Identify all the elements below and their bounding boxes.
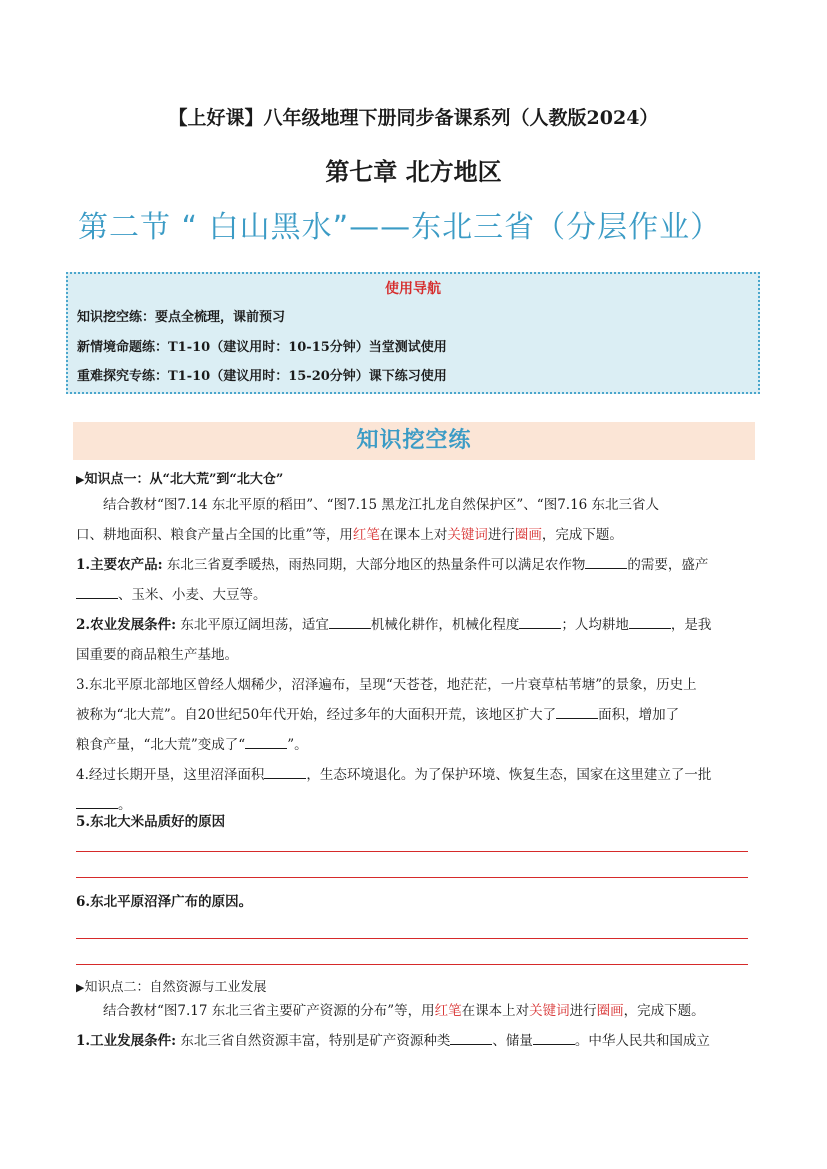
kp1-intro-line-a: 结合教材“图7.14 东北平原的稻田”、“图7.15 黑龙江扎龙自然保护区”、“图7.16 东北三省人 xyxy=(103,497,660,513)
answer-blank[interactable] xyxy=(76,794,118,809)
answer-blank[interactable] xyxy=(629,614,671,629)
knowledge-point-2-title: 知识点二：自然资源与工业发展 xyxy=(84,980,267,995)
knowledge-point-1-body xyxy=(76,490,756,820)
kp1-question-6: 6.东北平原沼泽广布的原因。 xyxy=(76,894,253,910)
guide-line-new-context: 新情境命题练：T1-10（建议用时：10-15分钟）当堂测试使用 xyxy=(77,340,447,355)
answer-line[interactable] xyxy=(76,851,748,852)
keywords-text: 关键词 xyxy=(447,527,488,543)
kp1-question-4: 4.经过长期开垦，这里沼泽面积 ，生态环境退化。为了保护环境、恢复生态，国家在这里建立了一批 xyxy=(76,760,756,790)
knowledge-point-2-heading xyxy=(76,976,266,995)
kp1-question-1: 1.主要农产品: 东北三省夏季暖热，雨热同期，大部分地区的热量条件可以满足农作物 的需要，盛产 xyxy=(76,550,756,580)
banner-label: 知识挖空练 xyxy=(356,428,472,453)
answer-blank[interactable] xyxy=(329,614,371,629)
circle-text: 圈画 xyxy=(596,1003,624,1019)
usage-guide-box xyxy=(66,272,760,394)
red-pen-text: 红笔 xyxy=(434,1003,462,1019)
circle-text: 圈画 xyxy=(514,527,542,543)
kp1-question-3-cont: 被称为“北大荒”。自20世纪50年代开始，经过多年的大面积开荒，该地区扩大了 面积，增加了 xyxy=(76,700,756,730)
section-title: 第二节 “ 白山黑水”——东北三省（分层作业） xyxy=(78,210,722,245)
answer-line[interactable] xyxy=(76,877,748,878)
red-pen-text: 红笔 xyxy=(352,527,380,543)
kp1-question-2-cont: 国重要的商品粮生产基地。 xyxy=(76,647,238,663)
kp2-question-1: 1.工业发展条件: 东北三省自然资源丰富，特别是矿产资源种类 、储量 。中华人民共和国成立 xyxy=(76,1026,756,1056)
kp1-intro-line-b: 口、耕地面积、粮食产量占全国的比重”等，用红笔在课本上对关键词进行圈画，完成下题。 xyxy=(76,527,623,543)
answer-line[interactable] xyxy=(76,938,748,939)
guide-line-key-difficult: 重难探究专练：T1-10（建议用时：15-20分钟）课下练习使用 xyxy=(77,369,447,384)
knowledge-point-1-title: 知识点一：从“北大荒”到“北大仓” xyxy=(84,472,284,487)
chapter-title: 第七章 北方地区 xyxy=(325,158,502,186)
knowledge-point-2-body xyxy=(76,996,756,1056)
usage-guide-title: 使用导航 xyxy=(385,281,441,297)
kp1-question-3: 3.东北平原北部地区曾经人烟稀少，沼泽遍布，呈现“天苍苍，地茫茫，一片衰草枯苇塘”的景象，历史上 xyxy=(76,677,697,693)
guide-line-knowledge: 知识挖空练：要点全梳理，课前预习 xyxy=(77,310,286,325)
knowledge-point-1-heading xyxy=(76,468,283,487)
answer-blank[interactable] xyxy=(585,554,627,569)
kp1-question-4-cont: 。 xyxy=(76,790,756,820)
series-title: 【上好课】八年级地理下册同步备课系列（人教版2024） xyxy=(168,107,659,129)
answer-blank[interactable] xyxy=(264,764,306,779)
keywords-text: 关键词 xyxy=(529,1003,570,1019)
triangle-marker-icon: ▶ xyxy=(76,981,85,994)
kp1-question-3-cont2: 粮食产量，“北大荒”变成了“ ”。 xyxy=(76,730,756,760)
kp2-intro: 结合教材“图7.17 东北三省主要矿产资源的分布”等，用红笔在课本上对关键词进行圈画，完成下题。 xyxy=(103,1003,705,1019)
answer-blank[interactable] xyxy=(533,1030,575,1045)
answer-blank[interactable] xyxy=(245,734,287,749)
triangle-marker-icon: ▶ xyxy=(76,473,85,486)
kp1-question-1-cont: 、玉米、小麦、大豆等。 xyxy=(76,580,756,610)
answer-blank[interactable] xyxy=(519,614,561,629)
kp1-question-5: 5.东北大米品质好的原因 xyxy=(76,814,226,830)
section-banner xyxy=(73,422,755,460)
answer-blank[interactable] xyxy=(556,704,598,719)
kp1-question-2: 2.农业发展条件: 东北平原辽阔坦荡，适宜 机械化耕作，机械化程度 ；人均耕地 ，是我 xyxy=(76,610,756,640)
answer-blank[interactable] xyxy=(76,584,118,599)
answer-blank[interactable] xyxy=(450,1030,492,1045)
answer-line[interactable] xyxy=(76,964,748,965)
